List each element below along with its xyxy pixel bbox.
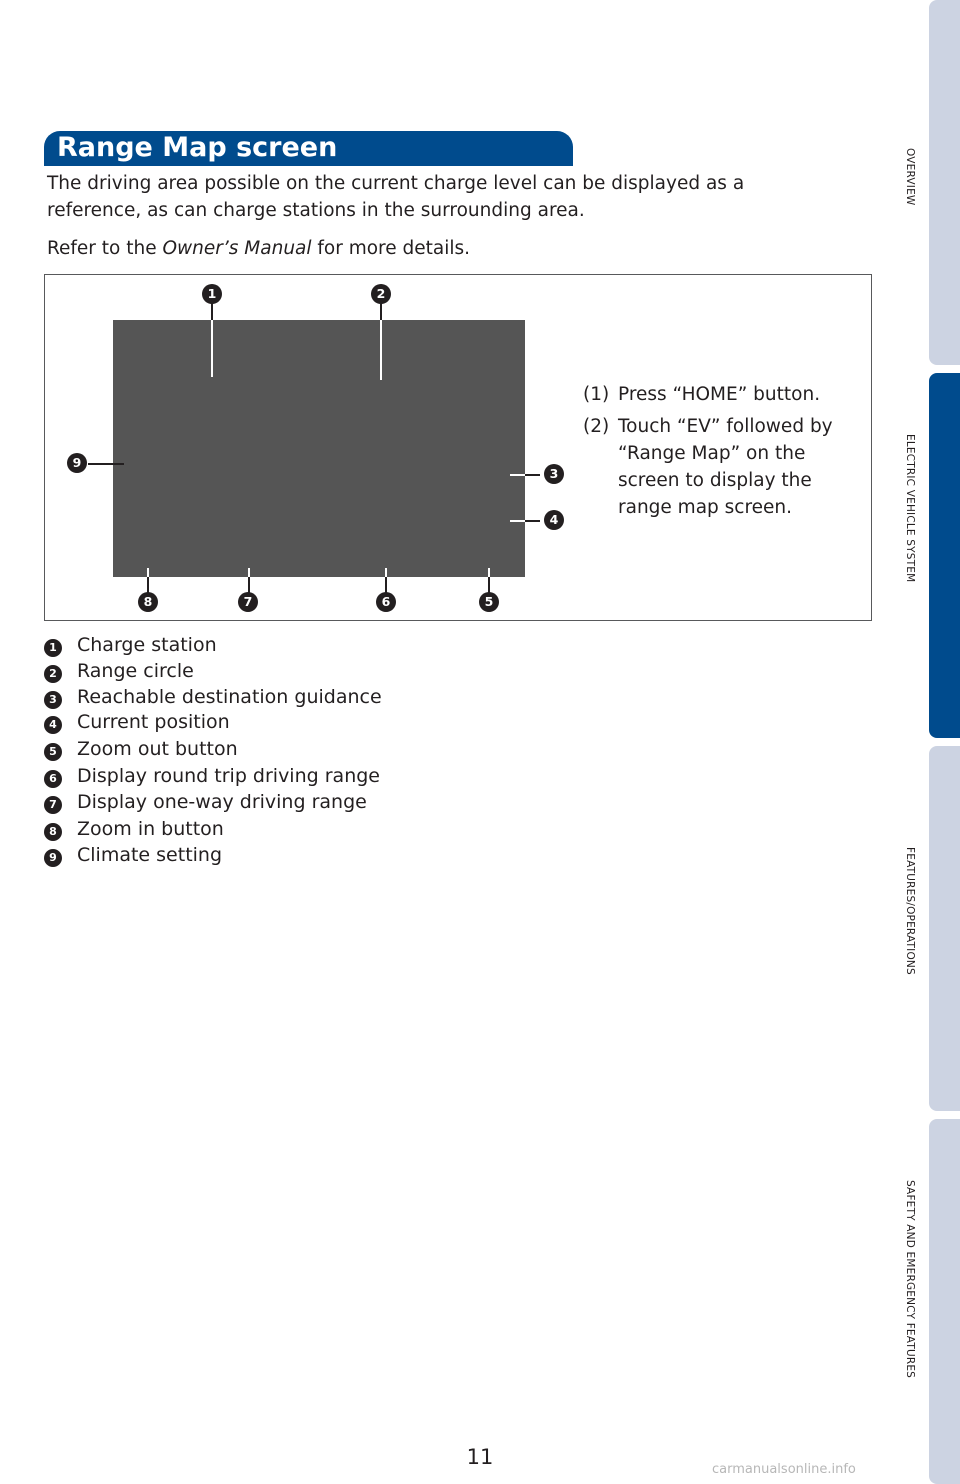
leader-line-3-out — [525, 474, 540, 476]
side-label-features-operations: FEATURES/OPERATIONS — [904, 847, 916, 975]
leader-line-7-out — [248, 577, 250, 593]
side-label-electric-vehicle-system: ELECTRIC VEHICLE SYSTEM — [904, 434, 916, 583]
callout-2: 2 — [371, 284, 391, 304]
callout-9: 9 — [67, 453, 87, 473]
page-number: 11 — [466, 1445, 494, 1469]
legend-badge: 7 — [44, 796, 62, 814]
leader-line-1 — [211, 310, 213, 377]
section-header — [44, 131, 573, 166]
callout-6: 6 — [376, 592, 396, 612]
section-title: Range Map screen — [57, 132, 338, 163]
step-2: (2) Touch “EV” followed by “Range Map” on the screen to display the range map screen. — [583, 416, 833, 518]
side-tab-features-operations[interactable] — [929, 746, 960, 1111]
leader-line-1-top — [211, 303, 213, 320]
legend-badge: 6 — [44, 770, 62, 788]
watermark: carmanualsonline.info — [712, 1462, 856, 1477]
leader-line-8 — [147, 568, 149, 577]
legend-badge: 2 — [44, 665, 62, 683]
leader-line-5 — [488, 568, 490, 577]
side-tab-safety-emergency[interactable] — [929, 1119, 960, 1484]
step-1: (1) Press “HOME” button. — [583, 384, 821, 405]
callout-5: 5 — [479, 592, 499, 612]
legend-badge: 9 — [44, 849, 62, 867]
legend-badge: 8 — [44, 823, 62, 841]
intro-line-1: The driving area possible on the current charge level can be displayed as a — [47, 173, 745, 194]
leader-line-2-top — [380, 303, 382, 320]
leader-line-5-out — [488, 577, 490, 593]
legend-badge: 3 — [44, 691, 62, 709]
refer-text: Refer to the Owner’s Manual for more details. — [47, 238, 471, 259]
manual-title: Owner’s Manual — [162, 238, 312, 259]
range-map-screen-image — [113, 320, 525, 577]
instruction-steps — [583, 381, 863, 526]
callout-8: 8 — [138, 592, 158, 612]
side-label-safety-emergency: SAFETY AND EMERGENCY FEATURES — [904, 1180, 916, 1379]
callout-7: 7 — [238, 592, 258, 612]
callout-1: 1 — [202, 284, 222, 304]
leader-line-2 — [380, 310, 382, 380]
leader-line-9 — [88, 463, 124, 465]
leader-line-4-out — [525, 520, 540, 522]
side-tab-electric-vehicle-system[interactable] — [929, 373, 960, 738]
legend-badge: 1 — [44, 639, 62, 657]
callout-3: 3 — [544, 464, 564, 484]
callout-4: 4 — [544, 510, 564, 530]
legend-badge: 5 — [44, 743, 62, 761]
leader-line-6-out — [385, 577, 387, 593]
side-tab-overview[interactable] — [929, 0, 960, 365]
side-label-overview: OVERVIEW — [904, 148, 916, 206]
legend-badge: 4 — [44, 716, 62, 734]
leader-line-7 — [248, 568, 250, 577]
leader-line-8-out — [147, 577, 149, 593]
intro-line-2: reference, as can charge stations in the surrounding area. — [47, 200, 585, 221]
leader-line-6 — [385, 568, 387, 577]
